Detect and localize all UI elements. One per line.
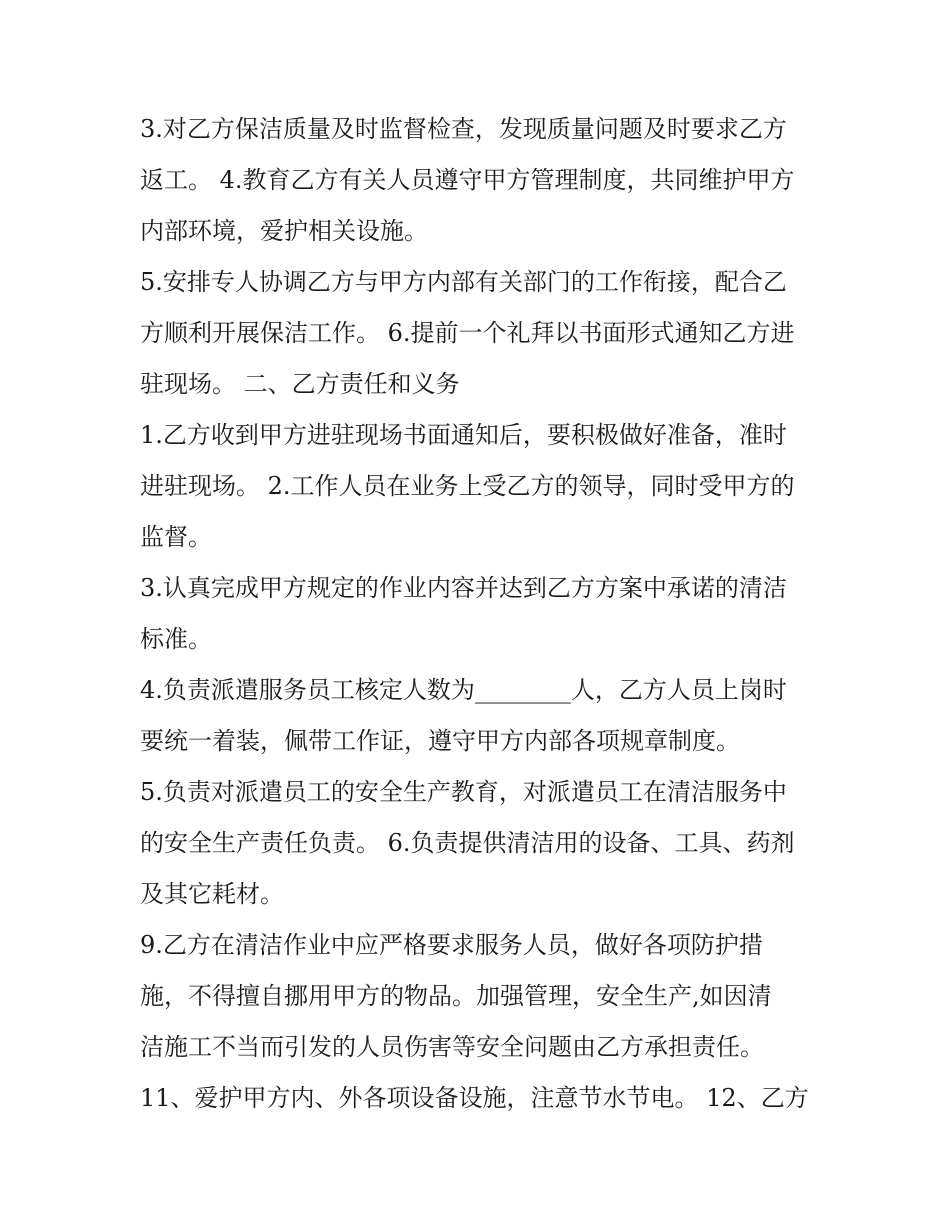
text-line: 进驻现场。 2.工作人员在业务上受乙方的领导，同时受甲方的: [140, 472, 795, 500]
text-line: 4.负责派遣服务员工核定人数为________人，乙方人员上岗时: [140, 676, 787, 704]
text-line: 的安全生产责任负责。 6.负责提供清洁用的设备、工具、药剂: [140, 829, 795, 857]
text-line: 3.对乙方保洁质量及时监督检查，发现质量问题及时要求乙方: [140, 115, 787, 143]
text-line: 洁施工不当而引发的人员伤害等安全问题由乙方承担责任。: [140, 1033, 764, 1061]
text-line: 施，不得擅自挪用甲方的物品。加强管理，安全生产,如因清: [140, 982, 772, 1010]
text-line: 5.负责对派遣员工的安全生产教育，对派遣员工在清洁服务中: [140, 778, 787, 806]
text-line: 11、爱护甲方内、外各项设备设施，注意节水节电。 12、乙方: [140, 1084, 809, 1112]
text-line: 方顺利开展保洁工作。 6.提前一个礼拜以书面形式通知乙方进: [140, 319, 795, 347]
text-line: 监督。: [140, 523, 212, 551]
text-line: 驻现场。 二、乙方责任和义务: [140, 370, 460, 398]
text-line: 3.认真完成甲方规定的作业内容并达到乙方方案中承诺的清洁: [140, 574, 787, 602]
text-line: 内部环境，爱护相关设施。: [140, 217, 428, 245]
text-line: 9.乙方在清洁作业中应严格要求服务人员，做好各项防护措: [140, 931, 763, 959]
text-line: 返工。 4.教育乙方有关人员遵守甲方管理制度，共同维护甲方: [140, 166, 795, 194]
text-line: 要统一着装，佩带工作证，遵守甲方内部各项规章制度。: [140, 727, 740, 755]
text-line: 标准。: [140, 625, 212, 653]
text-line: 1.乙方收到甲方进驻现场书面通知后，要积极做好准备，准时: [140, 421, 787, 449]
text-line: 5.安排专人协调乙方与甲方内部有关部门的工作衔接，配合乙: [140, 268, 787, 296]
document-body: [140, 104, 820, 1124]
text-line: 及其它耗材。: [140, 880, 284, 908]
